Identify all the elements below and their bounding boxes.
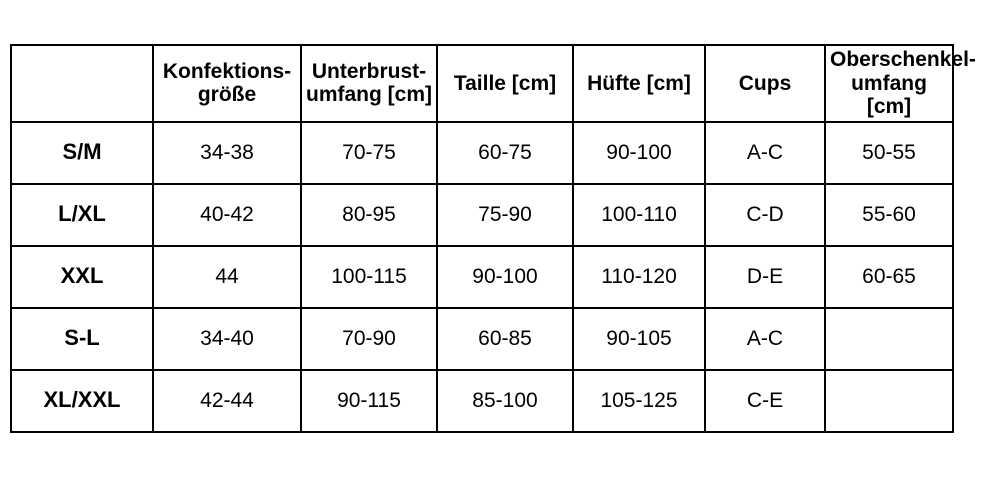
cell-taille: 60-75: [437, 122, 573, 184]
table-row: [11, 246, 953, 308]
table-row: [11, 370, 953, 432]
cell-taille: 75-90: [437, 184, 573, 246]
cell-huefte: 110-120: [573, 246, 705, 308]
row-label: S/M: [11, 122, 153, 184]
cell-konfektionsgroesse: 42-44: [153, 370, 301, 432]
cell-huefte: 100-110: [573, 184, 705, 246]
cell-taille: 85-100: [437, 370, 573, 432]
row-label: XXL: [11, 246, 153, 308]
cell-unterbrustumfang: 80-95: [301, 184, 437, 246]
cell-unterbrustumfang: 70-90: [301, 308, 437, 370]
cell-taille: 90-100: [437, 246, 573, 308]
table-row: [11, 122, 953, 184]
cell-huefte: 90-105: [573, 308, 705, 370]
cell-huefte: 105-125: [573, 370, 705, 432]
cell-unterbrustumfang: 100-115: [301, 246, 437, 308]
cell-unterbrustumfang: 70-75: [301, 122, 437, 184]
row-label: S-L: [11, 308, 153, 370]
cell-cups: D-E: [705, 246, 825, 308]
cell-cups: A-C: [705, 122, 825, 184]
cell-oberschenkelumfang: [825, 308, 953, 370]
column-header-konfektionsgroesse: Konfektions-größe: [153, 45, 301, 122]
column-header-sizes: [11, 45, 153, 122]
row-label: XL/XXL: [11, 370, 153, 432]
table-row: [11, 308, 953, 370]
table-row: [11, 184, 953, 246]
table-header: [11, 45, 976, 122]
column-header-taille: Taille [cm]: [437, 45, 573, 122]
cell-unterbrustumfang: 90-115: [301, 370, 437, 432]
column-header-huefte: Hüfte [cm]: [573, 45, 705, 122]
cell-oberschenkelumfang: [825, 370, 953, 432]
cell-taille: 60-85: [437, 308, 573, 370]
column-header-cups: Cups: [705, 45, 825, 122]
cell-konfektionsgroesse: 34-38: [153, 122, 301, 184]
cell-cups: C-E: [705, 370, 825, 432]
cell-oberschenkelumfang: 50-55: [825, 122, 953, 184]
cell-huefte: 90-100: [573, 122, 705, 184]
size-chart-table: [10, 44, 976, 433]
cell-konfektionsgroesse: 40-42: [153, 184, 301, 246]
cell-cups: A-C: [705, 308, 825, 370]
column-header-unterbrustumfang: Unterbrust-umfang [cm]: [301, 45, 437, 122]
column-header-oberschenkelumfang: Oberschenkel-umfang [cm]: [825, 45, 953, 122]
cell-konfektionsgroesse: 34-40: [153, 308, 301, 370]
cell-oberschenkelumfang: 55-60: [825, 184, 953, 246]
cell-cups: C-D: [705, 184, 825, 246]
table-body: [11, 122, 953, 432]
table-header-row: [11, 45, 953, 122]
cell-oberschenkelumfang: 60-65: [825, 246, 953, 308]
row-label: L/XL: [11, 184, 153, 246]
cell-konfektionsgroesse: 44: [153, 246, 301, 308]
